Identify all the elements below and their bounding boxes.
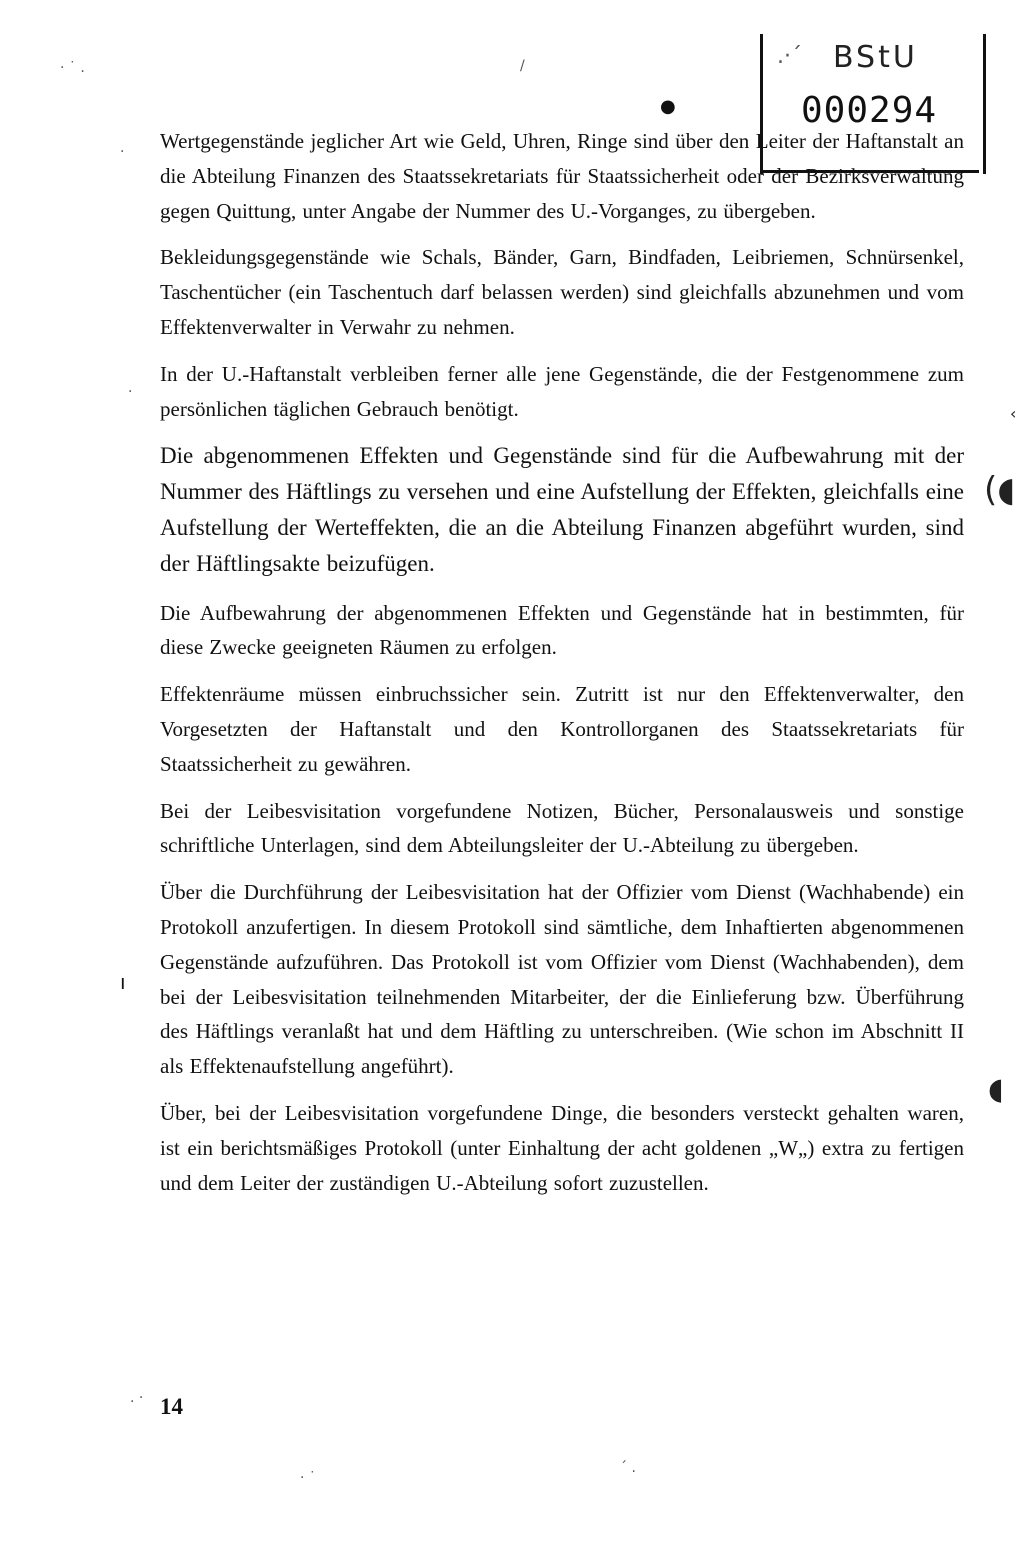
scan-speck: / xyxy=(520,58,525,74)
scan-speck: · ˙ xyxy=(300,1470,316,1486)
binding-mark-icon: (◖ xyxy=(984,470,1016,510)
binding-mark-icon: ◖ xyxy=(988,1072,1004,1107)
paragraph-search-protocol: Über die Durchführung der Leibesvisitation hat der Offizier vom Dienst (Wachhabende) ein Protokoll anzufertigen. In diesem Protokoll sind sämtliche, dem Inhaftierten abgenommenen Gegenstände aufzuführen. Das Protokoll ist vom Offizier vom Dienst (Wachhabenden), dem bei der Leibesvisitation teilnehmenden Mitarbeiter, der die Einlieferung bzw. Überführung des Häftlings veranlaßt hat und dem Häftling zu unterschreiben. (Wie schon im Abschnitt II als Effektenaufstellung angeführt). xyxy=(160,880,964,1079)
page-number: 14 xyxy=(160,1394,183,1419)
stamp-document-number: 000294 xyxy=(801,90,938,131)
scan-speck: . · xyxy=(130,1390,144,1406)
scan-speck: . xyxy=(128,380,133,396)
scan-speck: · ˙ . xyxy=(60,60,85,76)
stamp-archive-label: BStU xyxy=(833,40,918,75)
paragraph-storage-rooms: Die Aufbewahrung der abgenommenen Effekten und Gegenstände hat in bestimmten, für diese Zwecke geeigneten Räumen zu erfolgen. xyxy=(160,600,964,660)
scan-speck: ı xyxy=(120,970,126,994)
scan-speck: . xyxy=(120,140,125,156)
paragraph-notes-documents: Bei der Leibesvisitation vorgefundene Notizen, Bücher, Personalausweis und sonstige schriftliche Unterlagen, sind dem Abteilungsleiter der U.-Abteilung zu übergeben. xyxy=(160,798,964,858)
paragraph-daily-items: In der U.-Haftanstalt verbleiben ferner alle jene Gegenstände, die der Festgenommene zum persönlichen täglichen Gebrauch benötigt. xyxy=(160,361,964,421)
stamp-specks: .·´ xyxy=(777,44,802,69)
paragraph-storage-labeling: Die abgenommenen Effekten und Gegenstände sind für die Aufbewahrung mit der Nummer des Häftlings zu versehen und eine Aufstellung der Effekten, gleichfalls eine Aufstellung der Werteffekten, die an die Abteilung Finanzen abgeführt wurden, sind der Häftlingsakte beizufügen. xyxy=(160,443,964,576)
paragraph-clothing: Bekleidungsgegenstände wie Schals, Bänder, Garn, Bindfaden, Leibriemen, Schnürsenkel, Taschentücher (ein Taschentuch darf belassen werden) sind gleichfalls abzunehmen und vom Effektenverwalter in Verwahr zu nehmen. xyxy=(160,245,964,339)
paragraph-hidden-items: Über, bei der Leibesvisitation vorgefundene Dinge, die besonders versteckt gehalten waren, ist ein berichtsmäßiges Protokoll (unter Einhaltung der acht goldenen „W„) extra zu fertigen und dem Leiter der zuständigen U.-Abteilung sofort zuzustellen. xyxy=(160,1100,964,1195)
paragraph-room-access: Effektenräume müssen einbruchssicher sein. Zutritt ist nur den Effektenverwalter, den Vorgesetzten der Haftanstalt und den Kontrollorganen des Staatssekretariats für Staatssicherheit zu gewähren. xyxy=(160,682,964,776)
scan-speck: ´ . xyxy=(620,1460,636,1476)
paragraph-valuables: Wertgegenstände jeglicher Art wie Geld, Uhren, Ringe sind über den Leiter der Haftanstalt an die Abteilung Finanzen des Staatssekretariats für Staatssicherheit oder der Bezirksverwaltung gegen Quittung, unter Angabe der Nummer des U.-Vorganges, zu übergeben. xyxy=(160,129,964,223)
scan-speck: ‹ xyxy=(1010,404,1017,423)
document-body xyxy=(160,124,964,1212)
scan-speck: ● xyxy=(660,96,676,117)
